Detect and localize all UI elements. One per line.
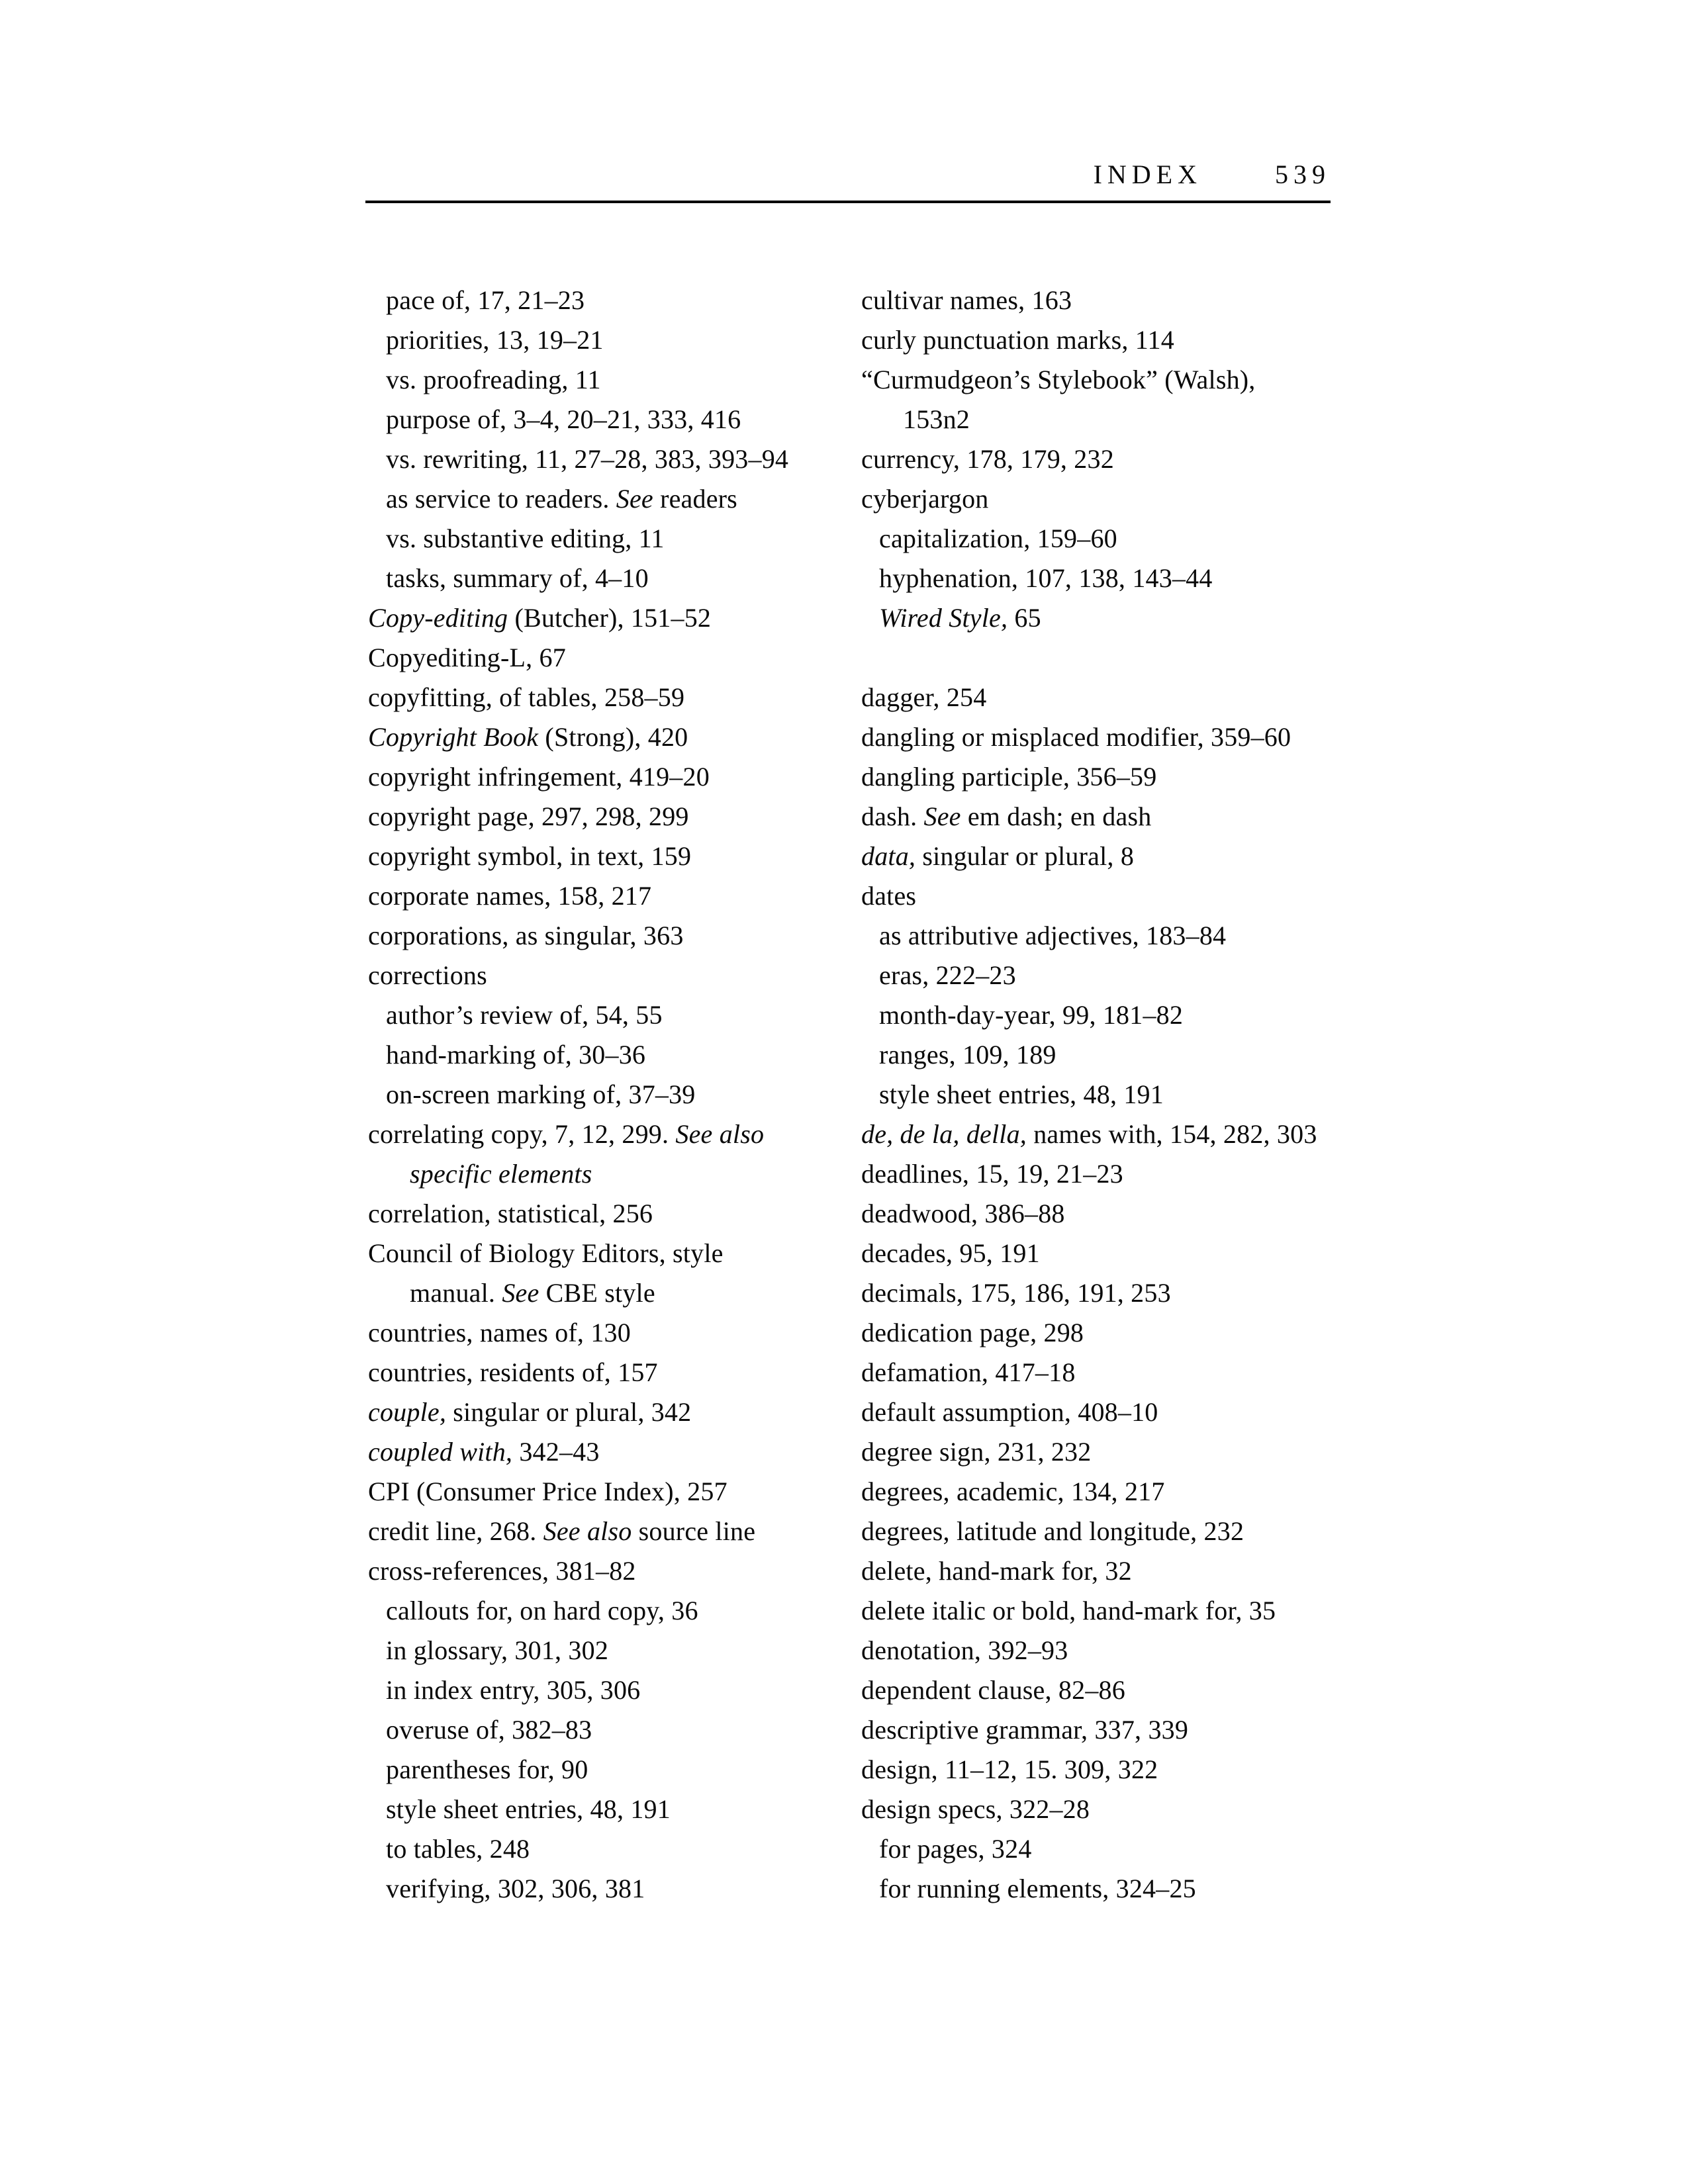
index-entry-text: degrees, latitude and longitude, 232 xyxy=(861,1516,1244,1546)
index-line xyxy=(368,360,861,400)
index-entry-text: CBE style xyxy=(539,1278,655,1308)
index-line xyxy=(861,281,1364,320)
index-line xyxy=(861,678,1364,717)
index-line xyxy=(861,519,1364,559)
index-column-right xyxy=(861,281,1364,1909)
index-line xyxy=(861,479,1364,519)
index-entry-text: denotation, 392–93 xyxy=(861,1635,1068,1665)
index-line xyxy=(861,1392,1364,1432)
index-entry-text: singular or plural, 342 xyxy=(446,1397,692,1427)
index-entry-text: in glossary, 301, 302 xyxy=(386,1635,609,1665)
index-entry-text: (Butcher), 151–52 xyxy=(508,603,712,633)
index-line xyxy=(861,1869,1364,1909)
index-entry-text: design, 11–12, 15. 309, 322 xyxy=(861,1754,1158,1784)
index-line xyxy=(861,916,1364,956)
index-entry-text: specific elements xyxy=(410,1159,592,1189)
index-column-left xyxy=(368,281,861,1909)
index-line xyxy=(368,598,861,638)
index-line xyxy=(368,1432,861,1472)
running-head-title: INDEX xyxy=(1093,159,1202,189)
index-entry-text: to tables, 248 xyxy=(386,1834,530,1864)
index-entry-text: 342–43 xyxy=(512,1437,600,1467)
index-entry-text: correlation, statistical, 256 xyxy=(368,1199,653,1228)
index-line xyxy=(368,281,861,320)
index-line xyxy=(861,1035,1364,1075)
index-entry-text: countries, residents of, 157 xyxy=(368,1357,658,1387)
index-entry-text: manual. xyxy=(410,1278,502,1308)
index-line xyxy=(861,1790,1364,1829)
index-entry-text: names with, 154, 282, 303 xyxy=(1027,1119,1317,1149)
index-line xyxy=(368,956,861,995)
index-entry-text: See xyxy=(502,1278,539,1308)
index-entry-text: verifying, 302, 306, 381 xyxy=(386,1874,645,1903)
index-entry-text: callouts for, on hard copy, 36 xyxy=(386,1596,698,1625)
index-line xyxy=(368,1551,861,1591)
index-entry-text: 153n2 xyxy=(903,404,970,434)
index-entry-text: decimals, 175, 186, 191, 253 xyxy=(861,1278,1171,1308)
index-entry-text: purpose of, 3–4, 20–21, 333, 416 xyxy=(386,404,741,434)
index-entry-text: deadwood, 386–88 xyxy=(861,1199,1065,1228)
index-line xyxy=(861,1829,1364,1869)
index-line xyxy=(861,360,1364,400)
index-line xyxy=(368,757,861,797)
index-line xyxy=(368,1750,861,1790)
index-entry-text: hyphenation, 107, 138, 143–44 xyxy=(879,563,1213,593)
index-line xyxy=(861,1710,1364,1750)
index-entry-text: decades, 95, 191 xyxy=(861,1238,1040,1268)
index-line xyxy=(368,1353,861,1392)
index-line xyxy=(368,1035,861,1075)
index-entry-text: dependent clause, 82–86 xyxy=(861,1675,1125,1705)
index-line xyxy=(861,797,1364,837)
index-entry-text: curly punctuation marks, 114 xyxy=(861,325,1174,355)
index-entry-text: design specs, 322–28 xyxy=(861,1794,1090,1824)
index-entry-text: coupled with, xyxy=(368,1437,513,1467)
index-line xyxy=(368,1194,861,1234)
index-line xyxy=(861,717,1364,757)
index-entry-text: correlating copy, 7, 12, 299. xyxy=(368,1119,676,1149)
index-entry-text: (Strong), 420 xyxy=(538,722,688,752)
index-line xyxy=(861,1234,1364,1273)
index-entry-text: delete italic or bold, hand-mark for, 35 xyxy=(861,1596,1276,1625)
index-entry-text: corporations, as singular, 363 xyxy=(368,921,684,950)
index-line xyxy=(861,1313,1364,1353)
index-entry-text: readers xyxy=(653,484,737,514)
index-line xyxy=(861,1353,1364,1392)
index-entry-text: author’s review of, 54, 55 xyxy=(386,1000,663,1030)
index-entry-text: default assumption, 408–10 xyxy=(861,1397,1158,1427)
index-entry-text: degree sign, 231, 232 xyxy=(861,1437,1092,1467)
index-line xyxy=(861,400,1364,439)
index-line xyxy=(861,956,1364,995)
index-entry-text: tasks, summary of, 4–10 xyxy=(386,563,649,593)
index-line xyxy=(861,876,1364,916)
index-entry-text: See xyxy=(923,801,961,831)
index-entry-text: in index entry, 305, 306 xyxy=(386,1675,641,1705)
index-entry-text: cultivar names, 163 xyxy=(861,285,1072,315)
index-entry-text: currency, 178, 179, 232 xyxy=(861,444,1114,474)
index-line xyxy=(861,598,1364,638)
index-entry-text: month-day-year, 99, 181–82 xyxy=(879,1000,1184,1030)
index-line xyxy=(368,479,861,519)
index-line xyxy=(861,1154,1364,1194)
index-entry-text: corporate names, 158, 217 xyxy=(368,881,652,911)
index-entry-text: Copyright Book xyxy=(368,722,539,752)
index-entry-text: ranges, 109, 189 xyxy=(879,1040,1056,1069)
index-line xyxy=(861,1670,1364,1710)
index-line xyxy=(861,1273,1364,1313)
index-line xyxy=(368,1829,861,1869)
index-line xyxy=(368,717,861,757)
index-line xyxy=(368,400,861,439)
index-entry-text: copyright page, 297, 298, 299 xyxy=(368,801,689,831)
index-entry-text: deadlines, 15, 19, 21–23 xyxy=(861,1159,1123,1189)
index-entry-text: dagger, 254 xyxy=(861,682,987,712)
index-entry-text: couple, xyxy=(368,1397,447,1427)
index-line xyxy=(861,1075,1364,1115)
index-line xyxy=(368,876,861,916)
index-entry-text: data, xyxy=(861,841,916,871)
index-entry-text: cross-references, 381–82 xyxy=(368,1556,636,1586)
index-line xyxy=(368,1869,861,1909)
index-entry-text: cyberjargon xyxy=(861,484,989,514)
index-line xyxy=(861,995,1364,1035)
index-line xyxy=(861,559,1364,598)
index-entry-text: See xyxy=(616,484,653,514)
index-line xyxy=(368,1234,861,1273)
index-entry-text: as attributive adjectives, 183–84 xyxy=(879,921,1227,950)
index-section-gap xyxy=(861,638,1364,678)
index-entry-text: dangling or misplaced modifier, 359–60 xyxy=(861,722,1291,752)
index-entry-text: dash. xyxy=(861,801,924,831)
index-line xyxy=(368,1790,861,1829)
index-entry-text: Council of Biology Editors, style xyxy=(368,1238,724,1268)
index-line xyxy=(368,519,861,559)
index-line xyxy=(368,1115,861,1154)
index-entry-text: dangling participle, 356–59 xyxy=(861,762,1157,792)
index-entry-text: copyfitting, of tables, 258–59 xyxy=(368,682,685,712)
index-entry-text: style sheet entries, 48, 191 xyxy=(879,1079,1164,1109)
index-line xyxy=(861,757,1364,797)
index-entry-text: credit line, 268. xyxy=(368,1516,543,1546)
index-entry-text: “Curmudgeon’s Stylebook” (Walsh), xyxy=(861,365,1256,394)
index-entry-text: Copy-editing xyxy=(368,603,508,633)
index-entry-text: defamation, 417–18 xyxy=(861,1357,1076,1387)
index-entry-text: em dash; en dash xyxy=(961,801,1152,831)
index-entry-text: de, de la, della, xyxy=(861,1119,1027,1149)
index-line xyxy=(861,320,1364,360)
index-line xyxy=(861,439,1364,479)
index-entry-text: hand-marking of, 30–36 xyxy=(386,1040,646,1069)
index-line xyxy=(368,1154,861,1194)
index-line xyxy=(368,1512,861,1551)
index-line xyxy=(368,797,861,837)
index-entry-text: for pages, 324 xyxy=(879,1834,1032,1864)
index-entry-text: capitalization, 159–60 xyxy=(879,523,1117,553)
index-entry-text: as service to readers. xyxy=(386,484,616,514)
index-entry-text: overuse of, 382–83 xyxy=(386,1715,592,1745)
index-line xyxy=(861,1432,1364,1472)
index-entry-text: parentheses for, 90 xyxy=(386,1754,588,1784)
index-entry-text: dedication page, 298 xyxy=(861,1318,1084,1347)
index-line xyxy=(368,995,861,1035)
index-line xyxy=(368,837,861,876)
index-line xyxy=(368,1472,861,1512)
index-line xyxy=(368,1631,861,1670)
index-entry-text: descriptive grammar, 337, 339 xyxy=(861,1715,1189,1745)
index-entry-text: on-screen marking of, 37–39 xyxy=(386,1079,696,1109)
index-entry-text: priorities, 13, 19–21 xyxy=(386,325,604,355)
index-line xyxy=(861,1750,1364,1790)
index-entry-text: See also xyxy=(543,1516,632,1546)
index-line xyxy=(861,1115,1364,1154)
index-line xyxy=(368,559,861,598)
index-entry-text: vs. proofreading, 11 xyxy=(386,365,601,394)
index-line xyxy=(368,638,861,678)
header-rule xyxy=(365,201,1331,203)
index-entry-text: dates xyxy=(861,881,917,911)
index-line xyxy=(368,320,861,360)
index-line xyxy=(368,1313,861,1353)
index-line xyxy=(368,1591,861,1631)
index-entry-text: CPI (Consumer Price Index), 257 xyxy=(368,1477,727,1506)
index-entry-text: vs. rewriting, 11, 27–28, 383, 393–94 xyxy=(386,444,789,474)
index-entry-text: eras, 222–23 xyxy=(879,960,1016,990)
index-line xyxy=(368,1075,861,1115)
index-entry-text: 65 xyxy=(1008,603,1041,633)
running-head xyxy=(368,159,1331,190)
index-line xyxy=(861,837,1364,876)
index-entry-text: pace of, 17, 21–23 xyxy=(386,285,585,315)
index-entry-text: Wired Style, xyxy=(879,603,1008,633)
index-entry-text: singular or plural, 8 xyxy=(915,841,1135,871)
index-entry-text: copyright symbol, in text, 159 xyxy=(368,841,692,871)
index-line xyxy=(368,678,861,717)
index-line xyxy=(861,1631,1364,1670)
index-line xyxy=(368,1392,861,1432)
index-entry-text: See also xyxy=(675,1119,765,1149)
index-entry-text: source line xyxy=(632,1516,756,1546)
index-entry-text: degrees, academic, 134, 217 xyxy=(861,1477,1165,1506)
index-line xyxy=(861,1591,1364,1631)
index-line xyxy=(368,1710,861,1750)
index-entry-text: Copyediting-L, 67 xyxy=(368,643,566,672)
index-line xyxy=(368,439,861,479)
index-line xyxy=(861,1194,1364,1234)
index-line xyxy=(368,1273,861,1313)
index-entry-text: delete, hand-mark for, 32 xyxy=(861,1556,1132,1586)
index-entry-text: corrections xyxy=(368,960,487,990)
index-entry-text: vs. substantive editing, 11 xyxy=(386,523,665,553)
page-number: 539 xyxy=(1275,159,1331,189)
index-entry-text: for running elements, 324–25 xyxy=(879,1874,1196,1903)
index-line xyxy=(368,916,861,956)
index-line xyxy=(861,1512,1364,1551)
index-line xyxy=(861,1472,1364,1512)
index-entry-text: countries, names of, 130 xyxy=(368,1318,631,1347)
index-entry-text: copyright infringement, 419–20 xyxy=(368,762,710,792)
index-line xyxy=(368,1670,861,1710)
index-entry-text: style sheet entries, 48, 191 xyxy=(386,1794,671,1824)
index-line xyxy=(861,1551,1364,1591)
